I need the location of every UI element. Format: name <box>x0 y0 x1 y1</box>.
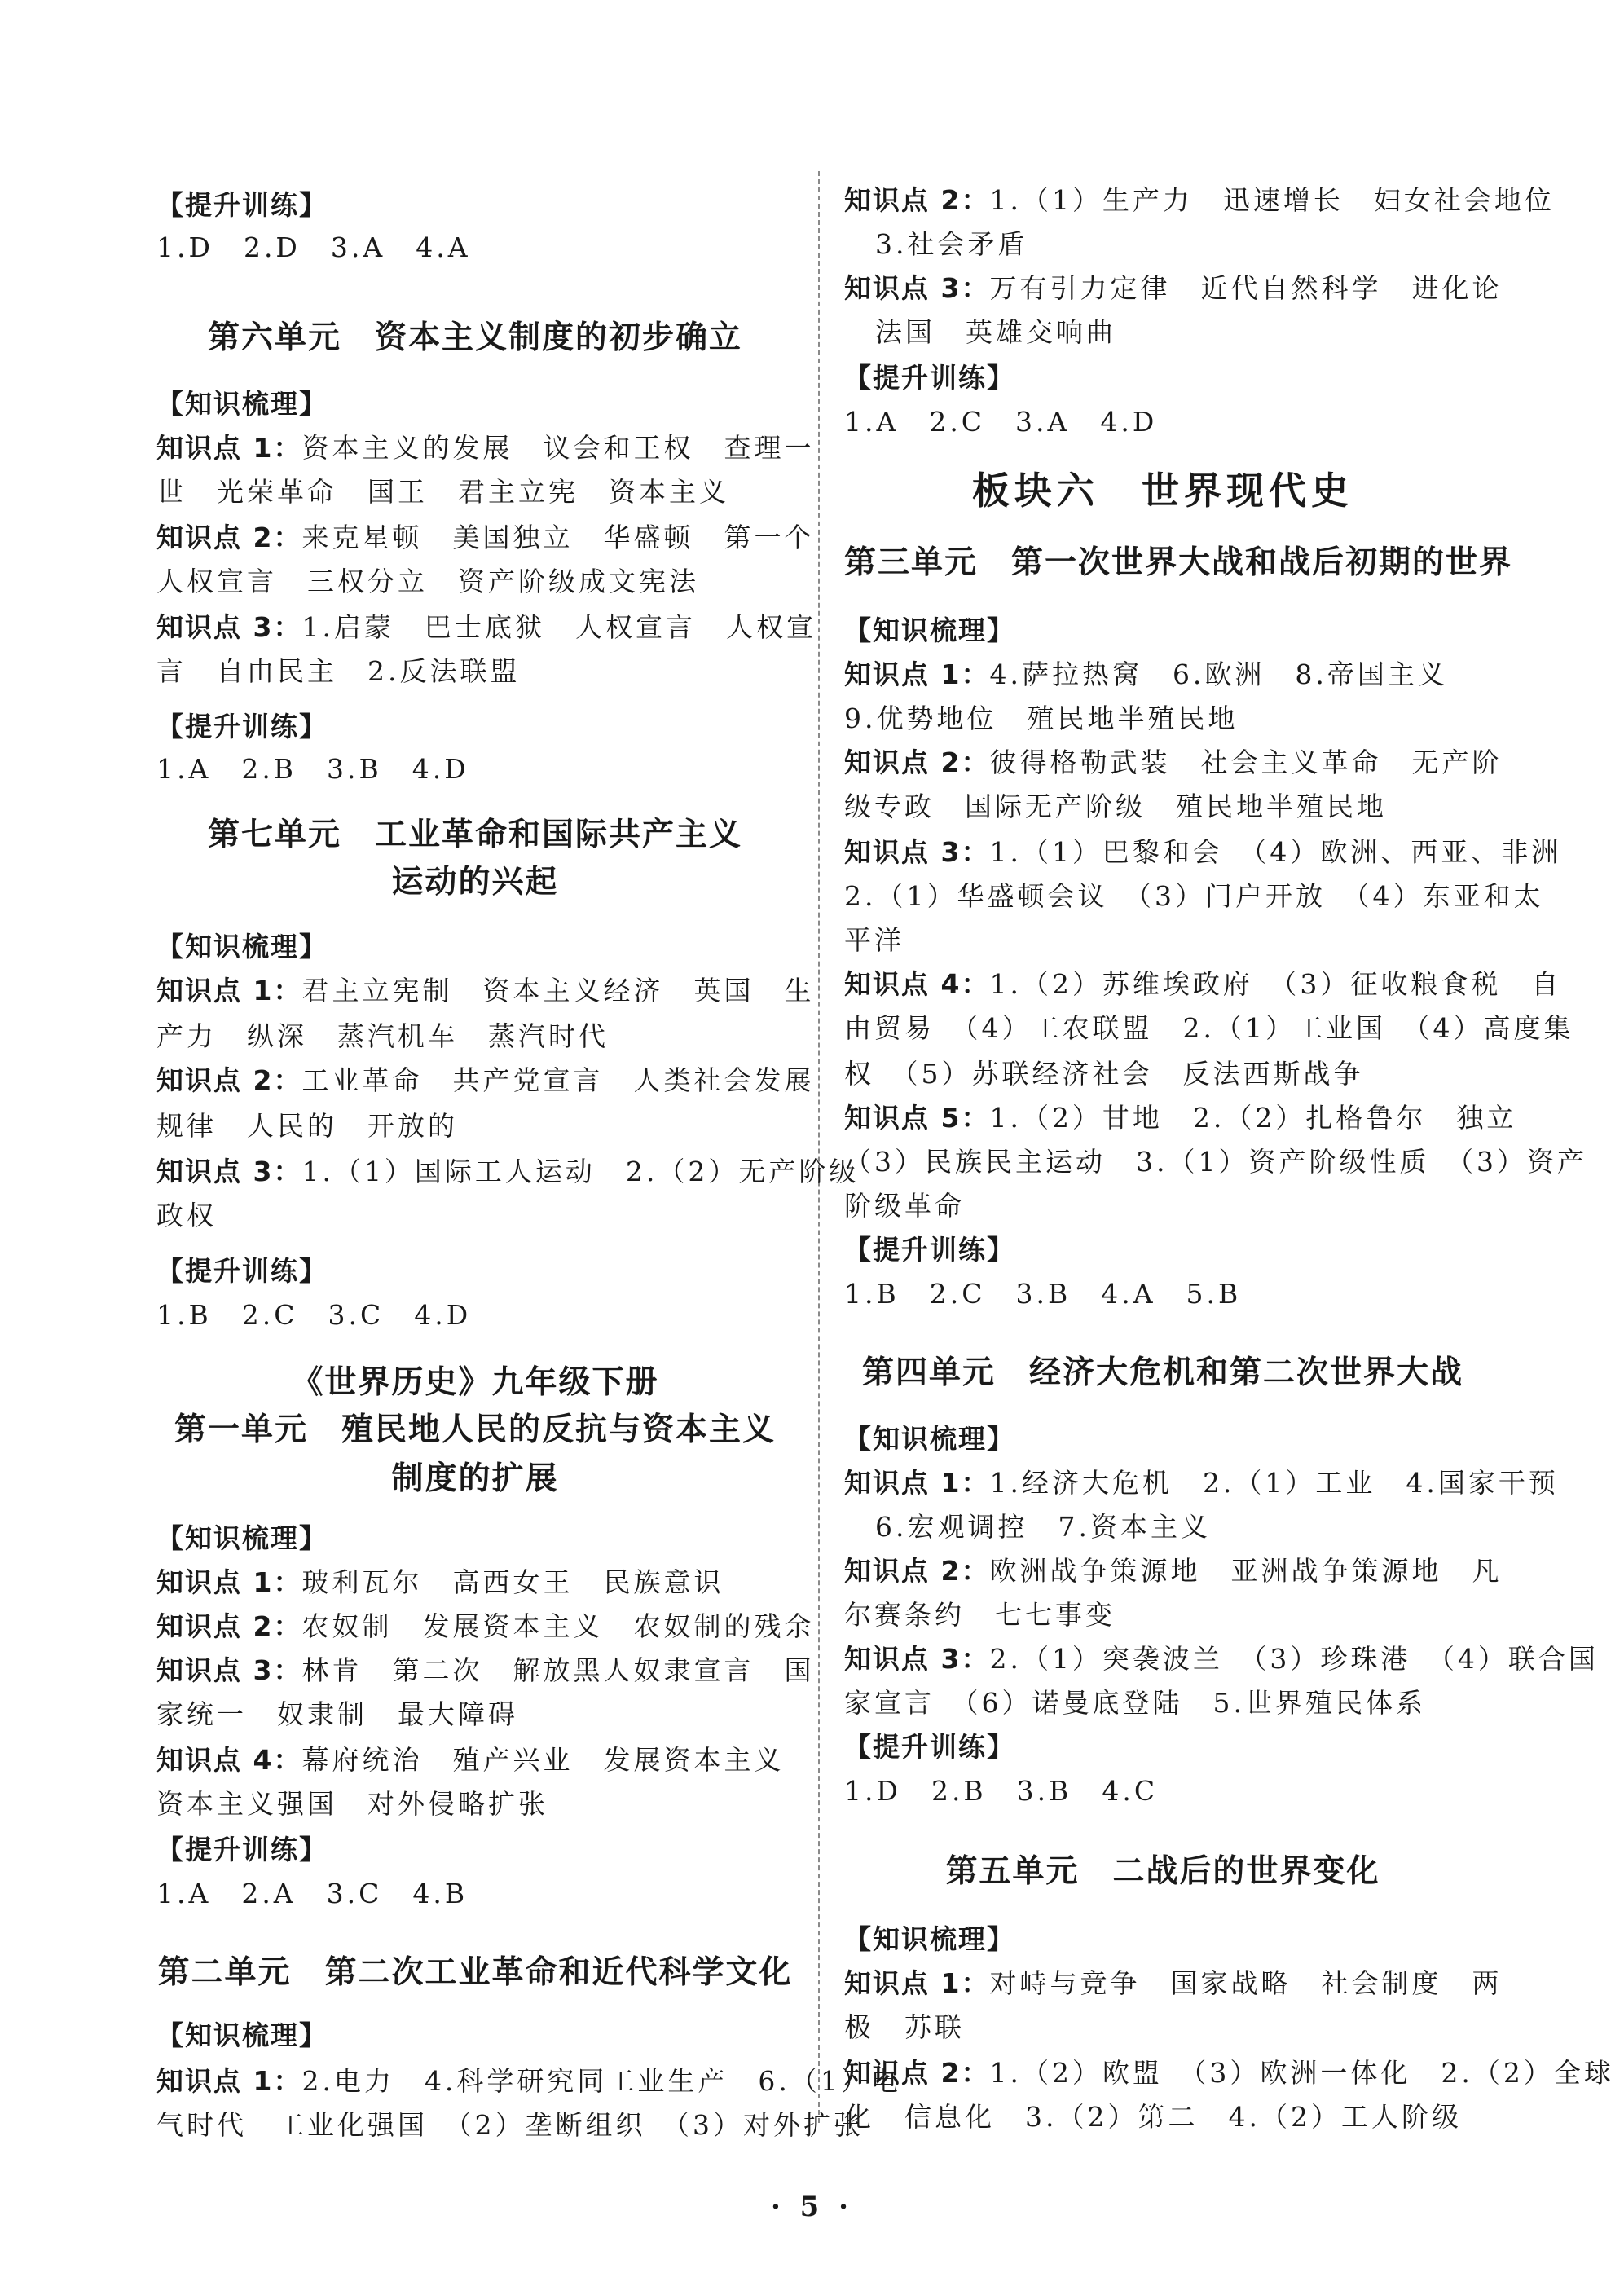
kp-text-line: 2.（1）华盛顿会议 （3）门户开放 （4）东亚和太 <box>844 880 1544 912</box>
kp2-line <box>844 184 1555 217</box>
kp1-line <box>156 975 815 1007</box>
practice-heading: 【提升训练】 <box>156 189 328 221</box>
kp-text-line: 家宣言 （6）诺曼底登陆 5.世界殖民体系 <box>844 1687 1426 1719</box>
kp-text: 1.（2）苏维埃政府 （3）征收粮食税 自 <box>989 968 1562 1000</box>
kp2-line <box>844 1555 1503 1588</box>
unit2-title: 第二单元 第二次工业革命和近代科学文化 <box>157 1953 793 1991</box>
kp-text-line: （3）民族民主运动 3.（1）资产阶级性质 （3）资产 <box>844 1146 1587 1178</box>
column-divider <box>818 171 820 2123</box>
kp-label: 知识点 3： <box>844 1643 990 1675</box>
kp2-line <box>844 746 1503 779</box>
practice-heading: 【提升训练】 <box>844 362 1015 394</box>
kp-text: 1.经济大危机 2.（1）工业 4.国家干预 <box>989 1467 1559 1499</box>
kp-label: 知识点 1： <box>844 658 990 690</box>
kp-text: 对峙与竞争 国家战略 社会制度 两 <box>989 1967 1503 1999</box>
kp3-line <box>844 272 1503 305</box>
kp-text: 资本主义的发展 议会和王权 查理一 <box>301 432 815 464</box>
kp-text: 玻利瓦尔 高西女王 民族意识 <box>301 1566 724 1598</box>
kp1-line <box>844 1967 1503 2000</box>
unit1-title-line2: 制度的扩展 <box>391 1460 559 1497</box>
kp-text: 1.启蒙 巴士底狱 人权宣言 人权宣 <box>301 611 816 643</box>
kp-text-line: 气时代 工业化强国 （2）垄断组织 （3）对外扩张 <box>156 2109 864 2141</box>
kp-label: 知识点 5： <box>844 1102 990 1134</box>
kp-label: 知识点 1： <box>156 432 302 464</box>
kp-label: 知识点 3： <box>844 272 990 304</box>
review-heading: 【知识梳理】 <box>844 614 1015 646</box>
kp-text-line: 法国 英雄交响曲 <box>875 316 1116 348</box>
kp4-line <box>844 968 1562 1001</box>
kp-text: 幕府统治 殖产兴业 发展资本主义 <box>301 1744 785 1776</box>
practice-heading: 【提升训练】 <box>844 1234 1015 1266</box>
kp1-line <box>844 1467 1559 1500</box>
kp-text-line: 尔赛条约 七七事变 <box>844 1599 1116 1631</box>
practice-answers: 1.A 2.B 3.B 4.D <box>156 753 469 785</box>
kp-label: 知识点 3： <box>156 611 302 643</box>
kp-text: 工业革命 共产党宣言 人类社会发展 <box>301 1064 815 1096</box>
practice-answers: 1.A 2.A 3.C 4.B <box>156 1878 469 1909</box>
kp-label: 知识点 2： <box>844 746 990 778</box>
review-heading: 【知识梳理】 <box>156 2019 328 2051</box>
kp-text-line: 权 （5）苏联经济社会 反法西斯战争 <box>844 1058 1364 1090</box>
kp-text: 万有引力定律 近代自然科学 进化论 <box>989 272 1503 304</box>
review-heading: 【知识梳理】 <box>844 1423 1015 1455</box>
kp-label: 知识点 4： <box>156 1744 302 1776</box>
practice-answers: 1.A 2.C 3.A 4.D <box>844 406 1158 438</box>
kp-text-line: 规律 人民的 开放的 <box>156 1110 458 1142</box>
kp-text: 彼得格勒武装 社会主义革命 无产阶 <box>989 746 1503 778</box>
kp-text-line: 政权 <box>156 1200 217 1231</box>
kp-text-line: 世 光荣革命 国王 君主立宪 资本主义 <box>156 476 729 508</box>
kp-label: 知识点 3： <box>844 836 990 868</box>
kp-text-line: 言 自由民主 2.反法联盟 <box>156 655 521 687</box>
kp-text-line: 阶级革命 <box>844 1190 965 1222</box>
kp-label: 知识点 4： <box>844 968 990 1000</box>
unit7-title-line1: 第七单元 工业革命和国际共产主义 <box>207 816 742 853</box>
kp2-line <box>156 522 815 554</box>
kp3-line <box>156 1654 815 1687</box>
review-heading: 【知识梳理】 <box>844 1923 1015 1955</box>
unit5-title: 第五单元 二战后的世界变化 <box>945 1852 1380 1890</box>
kp-text-line: 平洋 <box>844 924 904 956</box>
kp3-line <box>156 1156 860 1188</box>
kp-label: 知识点 1： <box>844 1967 990 1999</box>
kp-text-line: 家统一 奴隶制 最大障碍 <box>156 1698 518 1730</box>
kp3-line <box>156 611 816 644</box>
practice-answers: 1.B 2.C 3.C 4.D <box>156 1299 472 1331</box>
review-heading: 【知识梳理】 <box>156 388 328 420</box>
kp-text: 1.（1）生产力 迅速增长 妇女社会地位 <box>989 184 1555 216</box>
kp-text-line: 6.宏观调控 7.资本主义 <box>875 1511 1211 1543</box>
unit1-title-line1: 第一单元 殖民地人民的反抗与资本主义 <box>174 1411 776 1448</box>
kp-text: 来克星顿 美国独立 华盛顿 第一个 <box>301 522 815 553</box>
kp1-line <box>156 432 815 465</box>
kp2-line <box>844 2057 1614 2090</box>
kp-text: 1.（2）甘地 2.（2）扎格鲁尔 独立 <box>989 1102 1517 1134</box>
kp-text: 4.萨拉热窝 6.欧洲 8.帝国主义 <box>989 658 1448 690</box>
review-heading: 【知识梳理】 <box>156 1522 328 1554</box>
practice-heading: 【提升训练】 <box>156 711 328 742</box>
page-number: · 5 · <box>770 2191 853 2223</box>
kp-text-line: 9.优势地位 殖民地半殖民地 <box>844 702 1239 734</box>
kp3-line <box>844 1643 1599 1676</box>
kp-label: 知识点 2： <box>156 1610 302 1642</box>
practice-answers: 1.D 2.B 3.B 4.C <box>844 1775 1159 1807</box>
kp-text: 林肯 第二次 解放黑人奴隶宣言 国 <box>301 1654 815 1686</box>
kp-text-line: 极 苏联 <box>844 2011 965 2043</box>
kp-text-line: 化 信息化 3.（2）第二 4.（2）工人阶级 <box>844 2101 1462 2133</box>
kp3-line <box>844 836 1562 869</box>
block-title: 板块六 世界现代史 <box>972 469 1353 513</box>
kp1-line <box>156 1566 794 1599</box>
kp-text: 农奴制 发展资本主义 农奴制的残余 <box>301 1610 815 1642</box>
kp-text: 1.（2）欧盟 （3）欧洲一体化 2.（2）全球 <box>989 2057 1614 2089</box>
kp-text-line: 资本主义强国 对外侵略扩张 <box>156 1788 548 1820</box>
kp4-line <box>156 1744 794 1777</box>
kp-text: 2.电力 4.科学研究同工业生产 6.（1）电 <box>301 2065 901 2097</box>
kp-label: 知识点 2： <box>156 1064 302 1096</box>
kp-label: 知识点 2： <box>156 522 302 553</box>
review-heading: 【知识梳理】 <box>156 931 328 962</box>
kp-label: 知识点 3： <box>156 1654 302 1686</box>
kp-text-line: 3.社会矛盾 <box>875 228 1028 260</box>
kp1-line <box>844 658 1481 691</box>
kp-label: 知识点 1： <box>156 2065 302 2097</box>
unit3-title: 第三单元 第一次世界大战和战后初期的世界 <box>844 544 1513 581</box>
kp2-line <box>156 1610 815 1643</box>
kp-text-line: 由贸易 （4）工农联盟 2.（1）工业国 （4）高度集 <box>844 1012 1574 1044</box>
practice-answers: 1.B 2.C 3.B 4.A 5.B <box>844 1278 1242 1310</box>
kp-label: 知识点 2： <box>844 2057 990 2089</box>
kp-label: 知识点 1： <box>844 1467 990 1499</box>
kp-text-line: 级专政 国际无产阶级 殖民地半殖民地 <box>844 790 1387 822</box>
kp-text: 欧洲战争策源地 亚洲战争策源地 凡 <box>989 1555 1503 1587</box>
kp5-line <box>844 1102 1517 1134</box>
kp-text: 1.（1）国际工人运动 2.（2）无产阶级 <box>301 1156 860 1187</box>
unit6-title: 第六单元 资本主义制度的初步确立 <box>207 319 742 356</box>
book-title: 《世界历史》九年级下册 <box>291 1363 659 1401</box>
kp-label: 知识点 2： <box>844 184 990 216</box>
kp-text: 君主立宪制 资本主义经济 英国 生 <box>301 975 815 1006</box>
practice-heading: 【提升训练】 <box>156 1834 328 1865</box>
kp-text-line: 产力 纵深 蒸汽机车 蒸汽时代 <box>156 1020 609 1052</box>
kp-label: 知识点 1： <box>156 1566 302 1598</box>
unit4-title: 第四单元 经济大危机和第二次世界大战 <box>861 1354 1463 1391</box>
unit7-title-line2: 运动的兴起 <box>391 863 559 901</box>
kp-text: 1.（1）巴黎和会 （4）欧洲、西亚、非洲 <box>989 836 1562 868</box>
kp-label: 知识点 3： <box>156 1156 302 1187</box>
kp-text: 2.（1）突袭波兰 （3）珍珠港 （4）联合国 <box>989 1643 1599 1675</box>
kp1-line <box>156 2065 901 2098</box>
practice-heading: 【提升训练】 <box>844 1731 1015 1763</box>
kp-text-line: 人权宣言 三权分立 资产阶级成文宪法 <box>156 566 699 597</box>
kp-label: 知识点 1： <box>156 975 302 1006</box>
kp-label: 知识点 2： <box>844 1555 990 1587</box>
kp2-line <box>156 1064 815 1097</box>
practice-heading: 【提升训练】 <box>156 1255 328 1287</box>
practice-answers: 1.D 2.D 3.A 4.A <box>156 231 471 263</box>
